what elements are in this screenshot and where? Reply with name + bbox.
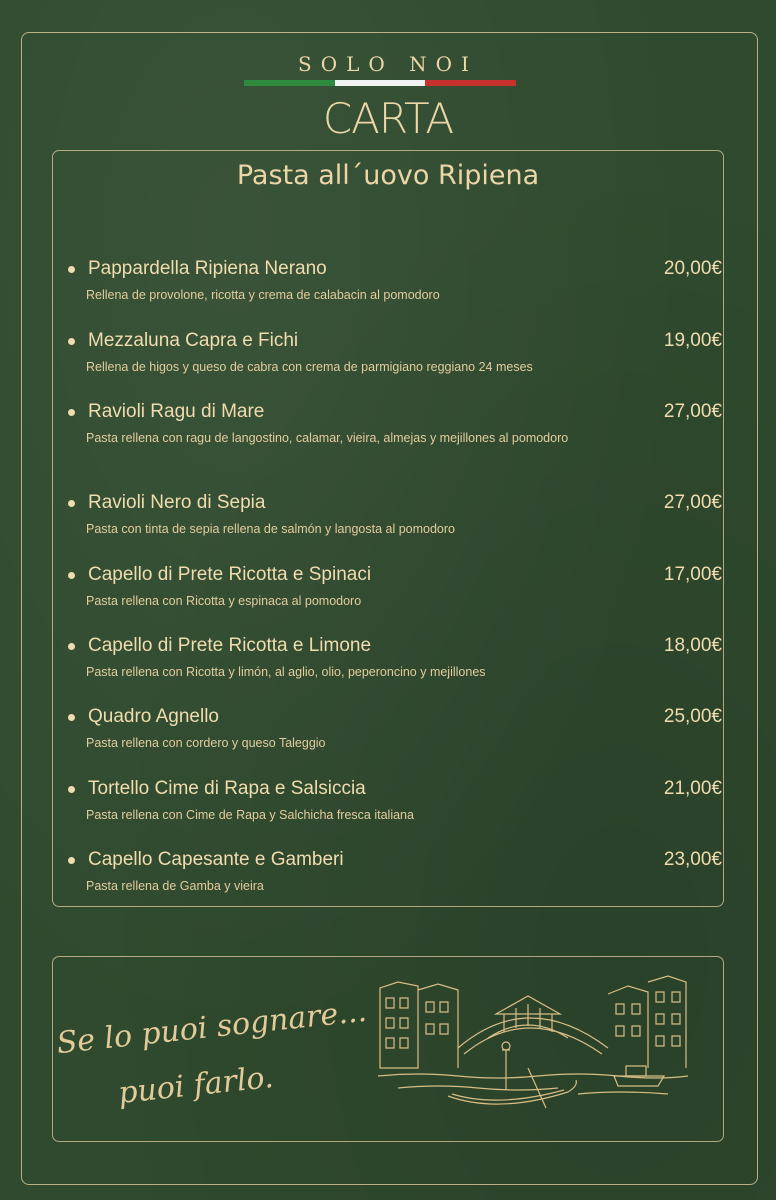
- bullet-icon: [68, 266, 75, 273]
- menu-item-price: 27,00€: [663, 492, 722, 513]
- menu-item-description: Rellena de higos y queso de cabra con crema de parmigiano reggiano 24 meses: [86, 360, 533, 374]
- menu-item-price: 27,00€: [663, 401, 722, 422]
- bullet-icon: [68, 572, 75, 579]
- menu-item-description: Pasta rellena con Ricotta y limón, al aglio, olio, peperoncino y mejillones: [86, 665, 486, 679]
- menu-item-name: Capello di Prete Ricotta e Limone: [88, 635, 372, 656]
- bullet-icon: [68, 500, 75, 507]
- bullet-icon: [68, 643, 75, 650]
- section-title: Pasta all´uovo Ripiena: [236, 160, 540, 191]
- bullet-icon: [68, 714, 75, 721]
- menu-item-name: Quadro Agnello: [88, 706, 219, 727]
- quote-line-1: Se lo puoi sognare...: [55, 993, 369, 1062]
- menu-item-price: 19,00€: [663, 330, 722, 351]
- venice-rialto-illustration: [378, 968, 688, 1118]
- menu-item-name: Mezzaluna Capra e Fichi: [88, 330, 299, 351]
- italian-flag-stripe: [244, 80, 516, 86]
- menu-item-description: Pasta rellena de Gamba y vieira: [86, 879, 264, 893]
- flag-red: [425, 80, 516, 86]
- bullet-icon: [68, 338, 75, 345]
- menu-item-name: Capello Capesante e Gamberi: [88, 849, 344, 870]
- menu-item-name: Ravioli Nero di Sepia: [88, 492, 266, 513]
- brand-name: SOLO NOI: [298, 52, 478, 76]
- page-title: CARTA: [322, 94, 454, 143]
- menu-item-description: Pasta rellena con Cime de Rapa y Salchicha fresca italiana: [86, 808, 414, 822]
- menu-item-price: 17,00€: [663, 564, 722, 585]
- flag-white: [335, 80, 426, 86]
- menu-item-description: Rellena de provolone, ricotta y crema de calabacin al pomodoro: [86, 288, 440, 302]
- menu-item-description: Pasta rellena con ragu de langostino, calamar, vieira, almejas y mejillones al pomodoro: [86, 431, 569, 445]
- bullet-icon: [68, 857, 75, 864]
- menu-item-name: Capello di Prete Ricotta e Spinaci: [88, 564, 372, 585]
- quote-line-2: puoi farlo.: [116, 1059, 276, 1112]
- menu-item-name: Tortello Cime di Rapa e Salsiccia: [88, 778, 366, 799]
- menu-item-price: 18,00€: [663, 635, 722, 656]
- menu-item-price: 21,00€: [663, 778, 722, 799]
- menu-item-name: Ravioli Ragu di Mare: [88, 401, 265, 422]
- menu-item-price: 20,00€: [663, 258, 722, 279]
- menu-item-description: Pasta con tinta de sepia rellena de salmón y langosta al pomodoro: [86, 522, 455, 536]
- menu-item-price: 23,00€: [663, 849, 722, 870]
- menu-item-description: Pasta rellena con cordero y queso Taleggio: [86, 736, 326, 750]
- menu-item-name: Pappardella Ripiena Nerano: [88, 258, 327, 279]
- flag-green: [244, 80, 335, 86]
- menu-item-description: Pasta rellena con Ricotta y espinaca al pomodoro: [86, 594, 362, 608]
- bullet-icon: [68, 786, 75, 793]
- bullet-icon: [68, 409, 75, 416]
- menu-item-price: 25,00€: [663, 706, 722, 727]
